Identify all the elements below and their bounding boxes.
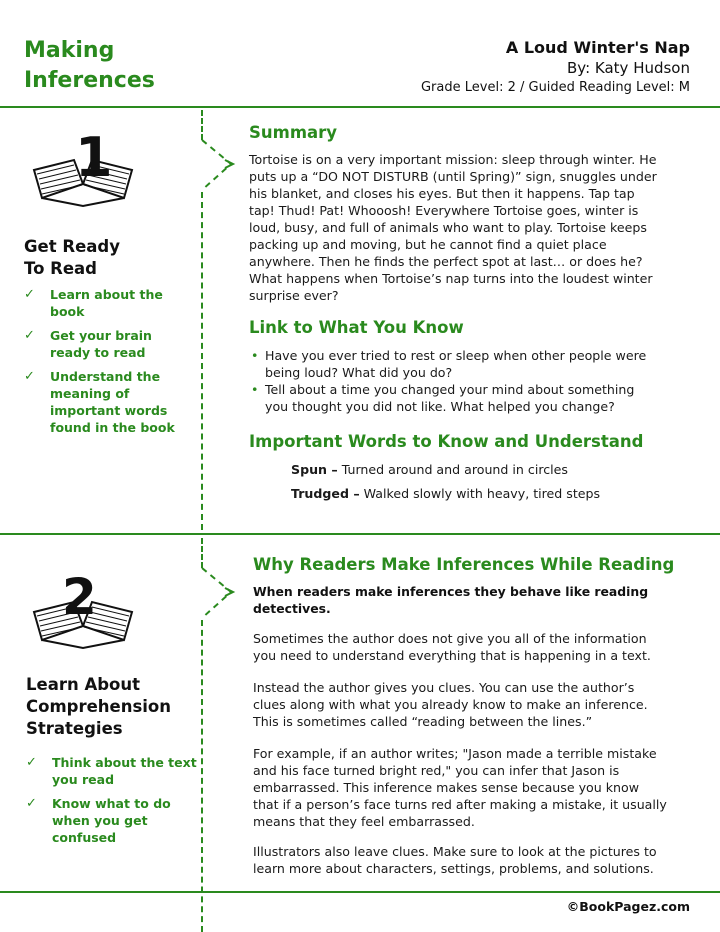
check-icon: ✓ (24, 369, 35, 384)
book-info (421, 38, 690, 97)
section-heading: Learn About Comprehension Strategies (26, 675, 172, 738)
paragraph: For example, if an author writes; "Jason made a terrible mistake and his face turned bright red," you can infer that Jason is embarrassed. This inference makes sense because you know that if a person’s face turns red after making a mistake, it usually means that they feel embarrassed. (253, 746, 667, 829)
list-item: • Have you ever tried to rest or sleep when other people were being loud? What did you do? (251, 348, 647, 380)
list-item: ✓ Know what to do when you get confused (26, 796, 171, 845)
page-title-line-1: Making (24, 38, 115, 63)
list-item: ✓ Think about the text you read (26, 755, 197, 787)
check-icon: ✓ (26, 796, 37, 811)
goal-checklist (24, 286, 194, 443)
paragraph: Sometimes the author does not give you all of the information you need to understand everything that is happening in a text. (253, 631, 651, 663)
list-item: ✓ Learn about the book (24, 287, 163, 319)
section-number: 2 (62, 568, 97, 626)
list-item: ✓ Get your brain ready to read (24, 328, 152, 360)
column-divider (201, 192, 203, 530)
list-item: ✓ Understand the meaning of important words found in the book (24, 369, 175, 435)
vocab-item: Spun – Turned around and around in circles (291, 462, 568, 477)
column-divider (201, 620, 203, 932)
dashed-arrow-icon (201, 138, 241, 198)
words-title: Important Words to Know and Understand (249, 432, 644, 451)
link-questions (249, 347, 699, 415)
reading-level: Grade Level: 2 / Guided Reading Level: M (420, 80, 690, 95)
link-title: Link to What You Know (249, 318, 464, 337)
summary-text: Tortoise is on a very important mission: sleep through winter. He puts up a “DO NOT DISTURB (until Spring)” sign, snuggles under his blanket, and closes his eyes. But then it happens. Tap tap tap! Thud! Pat! Whooosh! Everywhere Tortoise goes, winter is loud, busy, and full of animals who want to play. Tortoise keeps packing up and moving, but he cannot find a quiet place anywhere. Then he finds the perfect spot at last… or does he? What happens when Tortoise’s nap turns into the loudest winter surprise ever? (249, 152, 657, 303)
why-title: Why Readers Make Inferences While Reading (253, 555, 675, 574)
goal-checklist (26, 754, 198, 853)
check-icon: ✓ (26, 755, 37, 770)
open-book-icon (28, 560, 138, 650)
list-item: • Tell about a time you changed your mind about something you thought you did not like. What helped you change? (251, 382, 635, 414)
column-divider (201, 538, 203, 568)
check-icon: ✓ (24, 328, 35, 343)
page-title (24, 36, 224, 96)
divider-bottom (0, 891, 720, 893)
copyright: ©BookPagez.com (566, 899, 690, 914)
open-book-icon (28, 118, 138, 208)
why-intro: When readers make inferences they behave like reading detectives. (253, 584, 649, 616)
dashed-arrow-icon (201, 566, 241, 626)
column-divider (201, 110, 203, 140)
divider-middle (0, 533, 720, 535)
paragraph: Illustrators also leave clues. Make sure to look at the pictures to learn more about characters, settings, problems, and solutions. (253, 844, 657, 876)
vocab-item: Trudged – Walked slowly with heavy, tired steps (291, 486, 601, 501)
section-heading: Get Ready To Read (24, 237, 120, 278)
summary-title: Summary (249, 123, 338, 142)
paragraph: Instead the author gives you clues. You can use the author’s clues along with what you already know to make an inference. This is sometimes called “reading between the lines.” (253, 680, 648, 729)
book-author: By: Katy Hudson (567, 59, 690, 77)
divider-top (0, 106, 720, 108)
page-title-line-2: Inferences (24, 68, 155, 93)
section-number: 1 (75, 126, 113, 189)
check-icon: ✓ (24, 287, 35, 302)
book-title: A Loud Winter's Nap (505, 38, 690, 57)
